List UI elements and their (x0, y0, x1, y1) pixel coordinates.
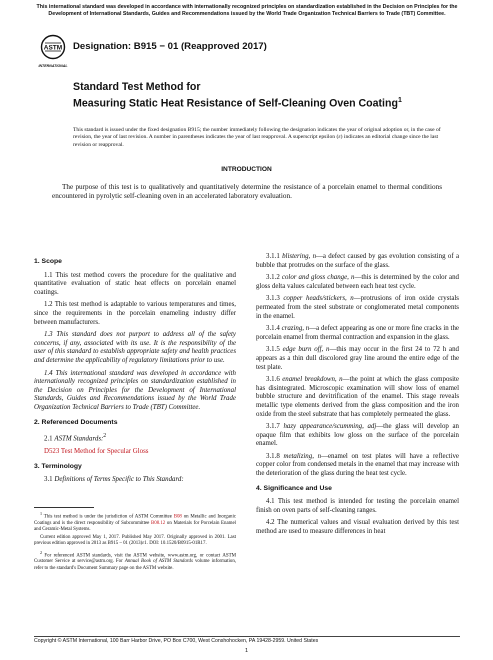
paragraph-4-1: 4.1 This test method is intended for testing the porcelain enamel finish on oven parts of self-cleaning ranges. (256, 498, 459, 514)
paragraph-number: 3.1.6 (266, 376, 280, 384)
definition: —enamel on test plates will have a reflective copper color from condensed metals in the enamel that may increase with the deterioration of the glass during the heat test cycle. (256, 452, 460, 478)
terminology-heading: 3. Terminology (34, 462, 82, 470)
paragraph-number: 3.1.3 (266, 295, 280, 303)
term: copper heads/stickers, n (283, 295, 354, 303)
definition-edge-burn-off (256, 346, 459, 372)
d523-link[interactable]: D523 (44, 447, 60, 455)
footnote-text: on Materials for Porcelain Enamel and Ceramic-Metal Systems. (34, 520, 236, 533)
right-column (256, 253, 459, 541)
astm-standards-label: ASTM Standards: (54, 435, 104, 443)
footnote-1-edition: Current edition approved May 1, 2017. Published May 2017. Originally approved in 2001. Last previous edition approved in 2013 as B915 – 01 (2013)ε1. DOI: 10.1520/B0915-01R17. (34, 535, 236, 547)
definition: —a defect caused by gas evolution consisting of a bubble that protrudes on the surface of the glass. (256, 253, 459, 269)
paragraph-2-1 (34, 432, 236, 444)
introduction-text: The purpose of this test is to qualitatively and quantitatively determine the resistance of a porcelain enamel to thermal conditions encountered in pyrolytic self-cleaning oven in an accelerated laboratory evaluation. (52, 183, 442, 201)
definition-hazy-appearance (256, 423, 459, 449)
term: enamel breakdown, n (282, 376, 343, 384)
term: metalizing, n (283, 452, 322, 460)
term: hazy appearance/scumming, adj (283, 423, 377, 431)
footnote-text: For referenced ASTM standards, visit the ASTM website, www.astm.org, or contact ASTM Customer Service at service@astm.org. For (34, 553, 236, 565)
term: crazing, n (281, 325, 310, 333)
definition-copper-heads (256, 295, 459, 321)
footnote-divider (34, 507, 94, 508)
title-line-1: Standard Test Method for (73, 81, 201, 93)
paragraph-number: 3.1.2 (266, 274, 280, 282)
introduction-heading: INTRODUCTION (221, 166, 272, 173)
footnote-1: $^1$ This test method is under the jurisdiction of ASTM Committee B08 on Metallic and Inorganic Coatings and is the direct responsibility of Subcommittee B08.12 on Materials for Porcelain Enamel and Ceramic-Metal Systems. (34, 511, 236, 533)
paragraph-number: 3.1.1 (266, 253, 280, 260)
title-footnote-mark: 1 (397, 97, 402, 104)
scope-heading: 1. Scope (34, 258, 62, 265)
definition-metalizing (256, 453, 459, 479)
left-column (34, 258, 236, 489)
referenced-documents-heading: 2. Referenced Documents (34, 418, 118, 426)
footnote-text: volume information, refer to the standard's Document Summary page on the ASTM website. (34, 559, 236, 571)
logo-subtext: INTERNATIONAL (38, 64, 68, 68)
definition-color-gloss-change (256, 274, 459, 291)
footnote-text: This test method is under the jurisdiction of ASTM Committee (43, 514, 172, 520)
definition: —protrusions of iron oxide crystals permeated from the steel substrate or conglomerated metal components in the enamel. (256, 295, 459, 320)
paragraph-1-1: 1.1 This test method covers the procedure for the qualitative and quantitative evaluation of static heat effects on porcelain enamel coatings. (34, 271, 236, 296)
definition: —this is determined by the color and gloss delta values calculated between each heat test cycle. (256, 274, 459, 290)
paragraph-number: 3.1.8 (266, 452, 280, 460)
paragraph-1-4: 1.4 This international standard was developed in accordance with internationally recognized principles on standardization established in the Decision on Principles for the Development of International Standards, Guides and Recommendations issued by the World Trade Organization Technical Barriers to Trade (TBT) Committee. (34, 369, 236, 411)
paragraph-number: 3.1.5 (266, 346, 280, 354)
term: color and gloss change, n (281, 274, 355, 282)
paragraph-number: 3.1 (44, 476, 53, 484)
international-standard-notice: This international standard was developed in accordance with internationally recognized principles on standardization established in the Decision on Principles for the Development of International Standards, Guides and Recommendations issued by the World Trade Organization Technical Barriers to Trade (TBT) Committee. (36, 4, 458, 17)
definition: —the point at which the glass composite has disintegrated. Microscopic examination will show loss of enamel bubble structure and devitrification of the enamel. This stage reveals metallic type elements derived from the glass composition and the iron oxide from the steel substrate that has completely permeated the glass. (256, 376, 459, 418)
footnote-text: on Metallic and Inorganic Coatings and is the direct responsibility of Subcommittee (34, 514, 236, 526)
paragraph-3-1 (34, 476, 236, 485)
definition: —this may occur in the first 24 to 72 h and appears as a thin dull discolored gray line around the entire edge of the test plate. (256, 346, 459, 371)
title-text: Measuring Static Heat Resistance of Self-Cleaning Oven Coating (73, 97, 398, 110)
term: edge burn off, n (282, 346, 330, 354)
astm-logo-icon (40, 34, 66, 74)
b08-link[interactable]: B08 (173, 514, 182, 520)
significance-heading: 4. Significance and Use (256, 484, 332, 492)
paragraph-4-2: 4.2 The numerical values and visual evaluation derived by this test method are used to measure differences in heat (256, 519, 459, 536)
d523-title-link[interactable]: Test Method for Specular Gloss (60, 447, 149, 455)
definition-enamel-breakdown (256, 376, 459, 419)
annual-book-title: Annual Book of ASTM Standards (124, 559, 193, 565)
b0812-link[interactable]: B08.12 (150, 520, 166, 526)
page-number: 1 (244, 648, 249, 654)
definition: —the glass will develop an opaque film that exhibits low gloss on the surface of the porcelain enamel. (256, 423, 459, 448)
paragraph-1-3: 1.3 This standard does not purport to address all of the safety concerns, if any, associated with its use. It is the responsibility of the user of this standard to establish appropriate safety and health practices and determine the applicability of regulatory limitations prior to use. (34, 331, 236, 364)
footnote-2: $^2$ For referenced ASTM standards, visit the ASTM website, www.astm.org, or contact ASTM Customer Service at service@astm.org. For Annual Book of ASTM Standards volume information, refer to the standard's Document Summary page on the ASTM website. (34, 549, 236, 571)
reference-d523[interactable] (34, 448, 236, 457)
term: blistering, n (282, 253, 317, 260)
definition: —a defect appearing as one or more fine cracks in the porcelain enamel from thermal contraction and expansion in the glass. (256, 325, 459, 341)
footnotes (34, 511, 236, 574)
definition-crazing (256, 325, 459, 342)
title-line-2 (73, 94, 433, 111)
issued-note: This standard is issued under the fixed designation B915; the number immediately following the designation indicates the year of original adoption or, in the case of revision, the year of last revision. A number in parentheses indicates the year of last reapproval. A superscript epsilon (ε) indicates an editorial change since the last revision or reapproval. (73, 127, 441, 148)
footer-divider (34, 636, 460, 637)
definition-blistering (256, 253, 459, 270)
paragraph-1-2: 1.2 This test method is adaptable to various temperatures and times, since the requirements in the porcelain enameling industry differ between manufacturers. (34, 301, 236, 326)
paragraph-number: 3.1.4 (266, 325, 280, 333)
logo-text: ASTM (43, 44, 63, 52)
paragraph-number: 2.1 (44, 435, 53, 443)
footnote-mark-2: 2 (103, 433, 107, 440)
definitions-label: Definitions of Terms Specific to This Standard: (54, 476, 184, 484)
designation: Designation: B915 − 01 (Reapproved 2017) (73, 41, 267, 52)
paragraph-number: 3.1.7 (266, 423, 280, 431)
copyright-footer: Copyright © ASTM International, 100 Barr Harbor Drive, PO Box C700, West Conshohocken, PA 19428-2959. United States (34, 638, 319, 644)
